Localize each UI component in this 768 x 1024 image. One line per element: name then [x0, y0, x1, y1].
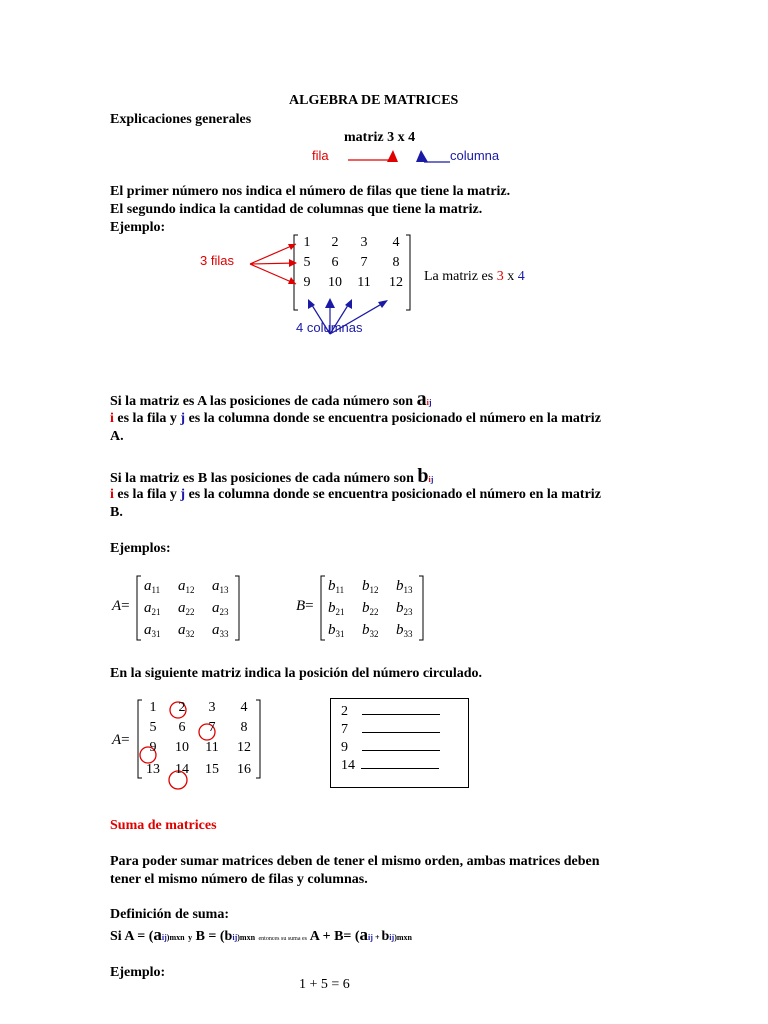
answer-number: 14: [341, 758, 355, 773]
equals-sign: =: [305, 598, 314, 614]
matrix-cell: 6: [331, 255, 339, 270]
intro-line-2: El segundo indica la cantidad de columnas que tiene la matriz.: [110, 202, 483, 217]
def-b-eq: B = (: [195, 929, 225, 944]
answer-number: 9: [341, 740, 348, 755]
matrix-cell: 10: [328, 275, 342, 290]
matrix-cell: 16: [237, 762, 251, 777]
matrix-b-cell: $b_{32}$: [362, 622, 379, 639]
answer-blank[interactable]: [362, 704, 440, 715]
matrix-cell: 1: [149, 700, 157, 715]
subscript: 22: [369, 607, 379, 617]
equals-sign: =: [121, 732, 130, 748]
suma-heading: Suma de matrices: [110, 818, 217, 833]
answer-row[interactable]: [341, 757, 439, 774]
subscript: 32: [369, 629, 379, 639]
answer-row[interactable]: [341, 739, 440, 756]
paragraph-a-line-1: [110, 388, 432, 411]
fila-arrow-icon: [387, 150, 398, 162]
definition-formula: [110, 925, 412, 945]
equals-sign: =: [121, 598, 130, 614]
paragraph-b-line-1: [110, 465, 434, 488]
matrix-cell: 7: [208, 720, 216, 735]
para-end: es la columna donde se encuentra posicionado el número en la matriz: [185, 411, 601, 426]
sum-example: 1 + 5 = 6: [299, 977, 350, 992]
subscript: 33: [219, 629, 229, 639]
matrix-circ-name: A: [112, 732, 122, 748]
matrix-cell: 13: [146, 762, 160, 777]
def-plus: +: [372, 933, 382, 942]
index-j: j: [180, 411, 186, 426]
subscript: 12: [369, 585, 379, 595]
matrix-cell: 12: [237, 740, 251, 755]
def-entonces: entonces su suma es: [258, 936, 308, 942]
def-label: Definición de suma:: [110, 907, 229, 922]
def-ij: ij: [368, 933, 373, 942]
matrix-b-label: [296, 598, 314, 615]
matrix-cell: 7: [360, 255, 368, 270]
matrix-cell: 9: [149, 740, 157, 755]
matrix-cell: 2: [331, 235, 339, 250]
paragraph-b-line-2: [110, 486, 601, 503]
suma-para-line-1: Para poder sumar matrices deben de tener el mismo orden, ambas matrices deben: [110, 854, 600, 869]
index-i: i: [428, 475, 431, 484]
result-cols: 4: [517, 269, 525, 284]
matrix-cell: 12: [389, 275, 403, 290]
matrix-cell: 8: [392, 255, 400, 270]
def-ij: ij: [161, 933, 167, 942]
index-i: i: [426, 398, 429, 407]
def-y: y: [188, 933, 193, 942]
section-subtitle: Explicaciones generales: [110, 112, 252, 127]
intro-line-1: El primer número nos indica el número de filas que tiene la matriz.: [110, 184, 511, 199]
matrix-cell: 15: [205, 762, 219, 777]
column-arrow-icon: [325, 298, 335, 308]
matrix-b-cell: $b_{11}$: [328, 578, 345, 595]
matrix-cell: 9: [303, 275, 311, 290]
index-j: j: [180, 487, 186, 502]
matrix-circ-label: [112, 732, 130, 749]
matrix-order-result: [424, 268, 525, 285]
para-end: es la columna donde se encuentra posicionado el número en la matriz: [185, 487, 601, 502]
symbol-a: a: [416, 388, 427, 410]
para-mid: es la fila y: [113, 487, 181, 502]
subscript: 31: [335, 629, 345, 639]
paragraph-b-line-3: B.: [110, 505, 123, 520]
subscript: 11: [335, 585, 345, 595]
matrix-b-name: B: [296, 598, 306, 614]
def-b: b: [224, 929, 233, 944]
matrix-a-cell: $a_{21}$: [144, 600, 161, 617]
index-j: j: [428, 398, 432, 407]
answer-number: 7: [341, 722, 348, 737]
matrix-cell: 3: [208, 700, 216, 715]
columnas-label: 4 columnas: [296, 320, 363, 335]
matrix-a-cell: $a_{13}$: [212, 578, 229, 595]
matrix-cell: 5: [303, 255, 311, 270]
result-rows: 3: [496, 269, 504, 284]
column-arrow-icon: [378, 300, 388, 308]
page-title: ALGEBRA DE MATRICES: [289, 93, 459, 108]
columna-label: columna: [450, 148, 500, 163]
answer-blank[interactable]: [362, 722, 440, 733]
matrix-b-cell: $b_{33}$: [396, 622, 413, 639]
matrix-b-cell: $b_{12}$: [362, 578, 379, 595]
subscript: 11: [151, 585, 161, 595]
columna-arrow-icon: [416, 150, 428, 162]
matrix-b-cell: $b_{22}$: [362, 600, 379, 617]
paragraph-a-line-2: [110, 410, 601, 427]
def-sum: A + B= (: [309, 929, 360, 944]
ejemplo2-label: Ejemplo:: [110, 965, 166, 980]
order-label: matriz 3 x 4: [344, 130, 416, 145]
answer-box: [330, 698, 469, 788]
matrix-a-name: A: [112, 598, 122, 614]
answer-number: 2: [341, 704, 348, 719]
matrix-cell: 8: [240, 720, 248, 735]
ejemplo-label: Ejemplo:: [110, 220, 166, 235]
matrix-b-cell: $b_{31}$: [328, 622, 345, 639]
def-ij: ij: [389, 933, 395, 942]
matrix-cell: 1: [303, 235, 311, 250]
subscript: 23: [219, 607, 229, 617]
def-a: a: [359, 925, 369, 944]
filas-label: 3 filas: [200, 253, 234, 268]
paragraph-a-line-3: A.: [110, 429, 124, 444]
def-mxn: )mxn: [166, 933, 185, 942]
para-b-text: Si la matriz es B las posiciones de cada número son: [110, 471, 418, 486]
def-mxn: )mxn: [237, 933, 256, 942]
subscript: 33: [403, 629, 413, 639]
matrix-cell: 11: [357, 275, 371, 290]
matrix-b-cell: $b_{13}$: [396, 578, 413, 595]
answer-row[interactable]: [341, 703, 440, 720]
matrix-a-cell: $a_{22}$: [178, 600, 195, 617]
matrix-cell: 4: [240, 700, 248, 715]
matrix-a-cell: $a_{23}$: [212, 600, 229, 617]
subscript: 23: [403, 607, 413, 617]
subscript: 32: [185, 629, 195, 639]
matrix-a-cell: $a_{33}$: [212, 622, 229, 639]
subscript: 13: [403, 585, 413, 595]
answer-blank[interactable]: [362, 740, 440, 751]
subscript: 21: [151, 607, 161, 617]
matrix-cell: 10: [175, 740, 189, 755]
matrix-b-cell: $b_{23}$: [396, 600, 413, 617]
index-j: j: [430, 475, 434, 484]
subscript: 21: [335, 607, 345, 617]
subscript: 31: [151, 629, 161, 639]
index-i: i: [110, 411, 114, 426]
def-ij: ij: [232, 933, 238, 942]
answer-row[interactable]: [341, 721, 440, 738]
para-a-text: Si la matriz es A las posiciones de cada número son: [110, 394, 417, 409]
matrix-cell: 11: [205, 740, 219, 755]
result-x: x: [503, 269, 518, 284]
def-a: a: [153, 925, 162, 944]
def-b: b: [381, 929, 390, 944]
subscript: 12: [185, 585, 195, 595]
para-mid: es la fila y: [113, 411, 181, 426]
symbol-b: b: [417, 465, 429, 487]
matrix-b-cell: $b_{21}$: [328, 600, 345, 617]
def-si: Si A = (: [110, 929, 154, 944]
matrix-a-cell: $a_{31}$: [144, 622, 161, 639]
matrix-a-label: [112, 598, 130, 615]
def-mxn: )mxn: [394, 933, 412, 942]
matrix-a-cell: $a_{12}$: [178, 578, 195, 595]
fila-columna-arrows: [340, 146, 460, 166]
ejemplos-label: Ejemplos:: [110, 541, 171, 556]
matrix-a-cell: $a_{11}$: [144, 578, 161, 595]
circ-instruction: En la siguiente matriz indica la posición del número circulado.: [110, 666, 483, 681]
subscript: 22: [185, 607, 195, 617]
matrix-cell: 6: [178, 720, 186, 735]
matrix-cell: 2: [178, 700, 186, 715]
result-prefix: La matriz es: [424, 269, 497, 284]
matrix-cell: 5: [149, 720, 157, 735]
fila-label: fila: [312, 148, 329, 163]
subscript: 13: [219, 585, 229, 595]
index-i: i: [110, 487, 114, 502]
matrix-cell: 4: [392, 235, 400, 250]
matrix-cell: 14: [175, 762, 189, 777]
matrix-cell: 3: [360, 235, 368, 250]
answer-blank[interactable]: [361, 758, 439, 769]
suma-para-line-2: tener el mismo número de filas y columnas.: [110, 872, 368, 887]
matrix-a-cell: $a_{32}$: [178, 622, 195, 639]
